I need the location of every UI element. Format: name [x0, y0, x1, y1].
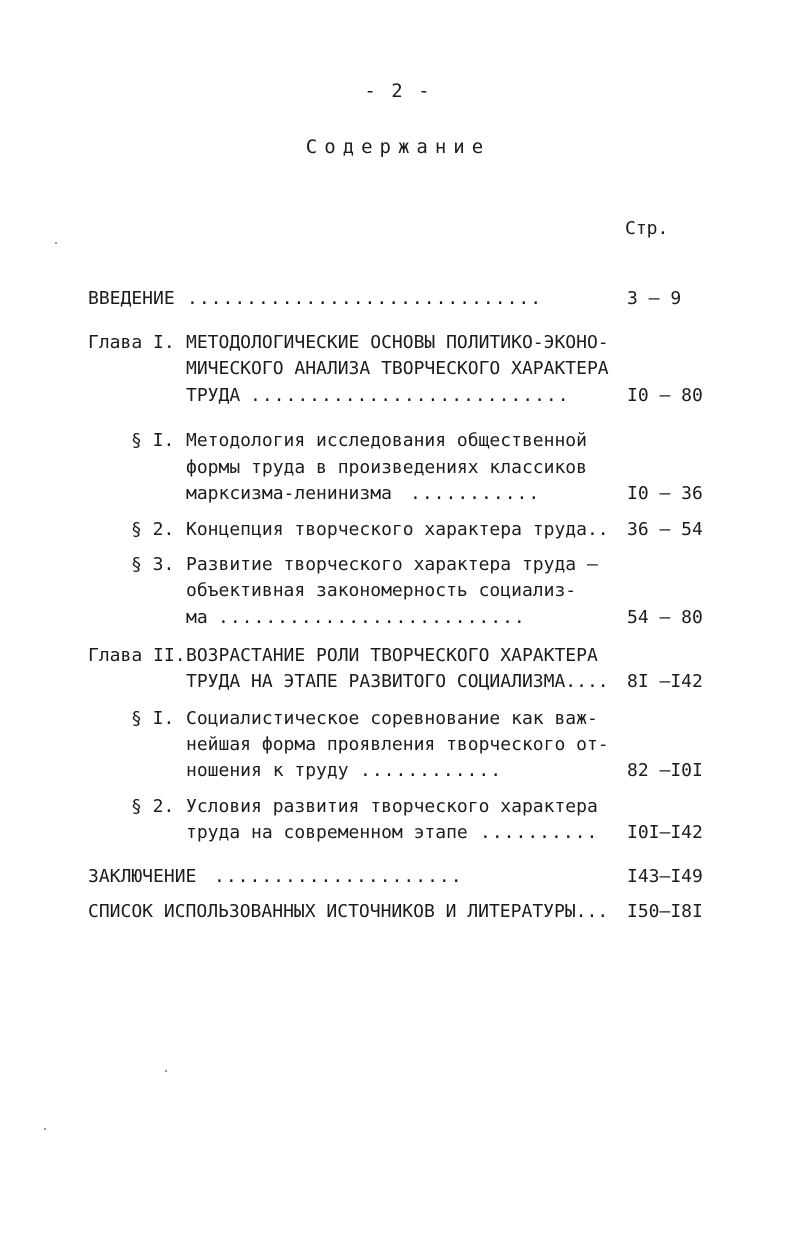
- section-title-line: объективная закономерность социализ-: [186, 580, 577, 601]
- chapter-prefix: Глава I.: [88, 332, 175, 353]
- section-title-line: Условия развития творческого характера: [186, 796, 598, 817]
- section-title-line: Концепция творческого характера труда..: [186, 519, 609, 540]
- section-title-line: труда на современном этапе: [186, 822, 468, 843]
- toc-label: ВВЕДЕНИЕ: [88, 288, 175, 309]
- section-title-line: марксизма-ленинизма: [186, 483, 392, 504]
- chapter-title-line: ВОЗРАСТАНИЕ РОЛИ ТВОРЧЕСКОГО ХАРАКТЕРА: [186, 645, 598, 666]
- toc-entry-ch2-section-1-line-1: [0, 706, 796, 732]
- page-title: Содержание: [305, 136, 491, 158]
- toc-pages: I0 – 36: [627, 483, 703, 504]
- toc-pages: I0 – 80: [627, 385, 703, 406]
- toc-pages: 3 – 9: [627, 288, 682, 309]
- toc-entry-ch1-section-2: [0, 517, 796, 543]
- toc-leader-dots: ..........................: [218, 607, 526, 628]
- toc-pages: I50–I8I: [627, 901, 703, 922]
- section-title-line: формы труда в произведениях классиков: [186, 457, 587, 478]
- toc-label: СПИСОК ИСПОЛЬЗОВАННЫХ ИСТОЧНИКОВ И ЛИТЕРАТУРЫ...: [88, 901, 609, 922]
- toc-pages: 36 – 54: [627, 519, 703, 540]
- toc-leader-dots: ...........................: [250, 385, 570, 406]
- toc-leader-dots: ............: [360, 760, 503, 781]
- scan-speck: [165, 1070, 167, 1072]
- scan-speck: [44, 1128, 46, 1130]
- chapter-prefix: Глава II.: [88, 645, 186, 666]
- toc-leader-dots: ..........: [480, 822, 599, 843]
- section-number: § 2.: [131, 519, 175, 540]
- toc-leader-dots: ..............................: [187, 288, 543, 309]
- page-number: - 2 -: [364, 80, 432, 102]
- toc-entry-ch1-section-1-line-2: [0, 455, 796, 481]
- toc-pages: 54 – 80: [627, 607, 703, 628]
- toc-pages: I0I–I42: [627, 822, 703, 843]
- section-number: § 3.: [131, 554, 175, 575]
- toc-leader-dots: ...........: [410, 483, 541, 504]
- toc-entry-chapter-2-line-2: [0, 669, 796, 695]
- section-number: § 2.: [131, 796, 175, 817]
- toc-entry-introduction: [0, 286, 796, 312]
- toc-entry-ch1-section-3-line-1: [0, 552, 796, 578]
- toc-entry-chapter-2-line-1: [0, 643, 796, 669]
- section-number: § I.: [131, 708, 175, 729]
- section-title-line: ношения к труду: [186, 760, 349, 781]
- toc-entry-ch1-section-3-line-2: [0, 578, 796, 604]
- chapter-title-line: МЕТОДОЛОГИЧЕСКИЕ ОСНОВЫ ПОЛИТИКО-ЭКОНО-: [186, 332, 609, 353]
- toc-entry-ch1-section-1-line-1: [0, 428, 796, 454]
- toc-entry-conclusion: [0, 864, 796, 890]
- chapter-title-line: ТРУДА: [186, 385, 241, 406]
- section-number: § I.: [131, 430, 175, 451]
- toc-entry-sources: [0, 899, 796, 925]
- toc-entry-chapter-1-line-3: [0, 383, 796, 409]
- chapter-title-line: ТРУДА НА ЭТАПЕ РАЗВИТОГО СОЦИАЛИЗМА....: [186, 671, 609, 692]
- toc-entry-chapter-1-line-2: [0, 356, 796, 382]
- toc-entry-ch1-section-3-line-3: [0, 605, 796, 631]
- toc-entry-ch2-section-1-line-2: [0, 732, 796, 758]
- toc-label: ЗАКЛЮЧЕНИЕ: [88, 866, 197, 887]
- toc-entry-ch2-section-1-line-3: [0, 758, 796, 784]
- toc-leader-dots: .....................: [214, 866, 463, 887]
- toc-entry-chapter-1-line-1: [0, 330, 796, 356]
- toc-pages: 8I –I42: [627, 671, 703, 692]
- toc-pages: 82 –I0I: [627, 760, 703, 781]
- section-title-line: Методология исследования общественной: [186, 430, 587, 451]
- section-title-line: нейшая форма проявления творческого от-: [186, 734, 609, 755]
- toc-entry-ch1-section-1-line-3: [0, 481, 796, 507]
- section-title-line: ма: [186, 607, 208, 628]
- chapter-title-line: МИЧЕСКОГО АНАЛИЗА ТВОРЧЕСКОГО ХАРАКТЕРА: [186, 358, 609, 379]
- section-title-line: Социалистическое соревнование как важ-: [186, 708, 598, 729]
- toc-pages: I43–I49: [627, 866, 703, 887]
- section-title-line: Развитие творческого характера труда –: [186, 554, 598, 575]
- toc-entry-ch2-section-2-line-1: [0, 794, 796, 820]
- toc-entry-ch2-section-2-line-2: [0, 820, 796, 846]
- page-column-header: Стр.: [625, 218, 669, 239]
- scan-speck: [55, 242, 57, 244]
